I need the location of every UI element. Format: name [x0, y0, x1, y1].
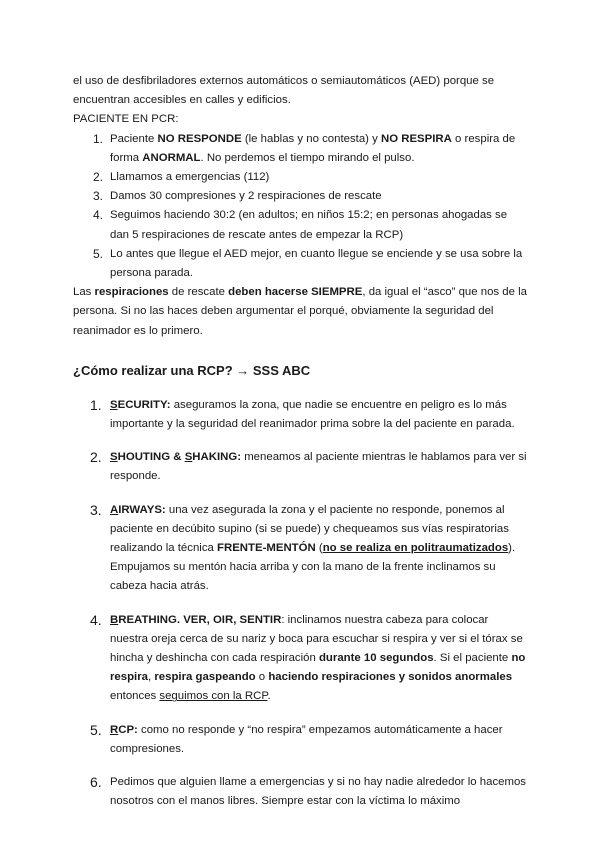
text-run: Llamamos a emergencias (112): [110, 171, 270, 184]
list-item: [73, 187, 528, 206]
list-number: 5.: [90, 721, 102, 738]
text-run: una vez asegurada la zona y el paciente no responde, ponemos al paciente en decúbito supino (si se puede) y chequeamos sus vías respiratorias realizando la técnica: [110, 503, 509, 555]
text-run: ). Empujamos su mentón hacia arriba y con la mano de la frente inclinamos su cabeza hacia atrás.: [110, 542, 516, 593]
text-run: CP:: [118, 723, 138, 736]
list-item: [73, 245, 528, 283]
list-number: 3.: [93, 189, 104, 204]
text-run: , da igual el “asco” que nos de la persona. Si no las haces deben argumentar el porqué, obviamente la seguridad del reanimador es lo primero.: [73, 286, 527, 337]
text-run: .: [267, 690, 271, 703]
underlined-letter: B: [110, 613, 119, 626]
text-run: IRWAYS:: [118, 503, 166, 516]
list-number: 2.: [93, 170, 104, 185]
list-item: [73, 721, 528, 759]
list-number: 1.: [93, 131, 104, 146]
rcp-steps-list: [73, 396, 528, 812]
bold-text: haciendo respiraciones y sonidos anormales: [268, 671, 513, 684]
text-run: aseguramos la zona, que nadie se encuentre en peligro es lo más importante y la seguridad del reanimador prima sobre la del paciente en parada.: [110, 398, 515, 431]
list-number: 6.: [90, 774, 102, 791]
bold-text: respiraciones: [94, 286, 169, 299]
underlined-letter: R: [110, 723, 119, 736]
list-number: 4.: [93, 208, 104, 223]
text-run: . Si el paciente: [433, 652, 512, 665]
step-title: [110, 451, 241, 463]
rescue-breaths-paragraph: [73, 283, 528, 341]
underlined-letter: S: [184, 451, 193, 464]
list-number: 4.: [90, 611, 102, 628]
list-item: [73, 206, 528, 244]
underlined-text: seguimos con la RCP: [159, 690, 268, 703]
text-run: Pedimos que alguien llame a emergencias y si no hay nadie alrededor lo hacemos nosotros con el manos libres. Siempre estar con la víctima lo máximo: [110, 776, 527, 808]
bold-text: NO RESPIRA: [380, 132, 452, 145]
step-title: [110, 504, 166, 516]
list-item: [73, 130, 528, 168]
text-run: Las: [73, 286, 95, 299]
bold-text: no respira: [110, 652, 526, 684]
text-run: entonces: [110, 690, 160, 703]
text-run: (: [315, 542, 323, 555]
text-run: meneamos al paciente mientras le hablamos para ver si responde.: [110, 451, 527, 483]
text-run: de rescate: [168, 286, 229, 299]
bold-text: durante 10 segundos: [318, 652, 434, 665]
section-label: PACIENTE EN PCR:: [73, 113, 179, 126]
bold-text: respira gaspeando: [154, 671, 256, 684]
text-run: ECURITY:: [117, 398, 171, 411]
text-run: HOUTING &: [117, 451, 185, 464]
pcr-steps-list: [73, 130, 528, 284]
text-run: HAKING:: [192, 451, 242, 464]
text-run: : inclinamos nuestra cabeza para colocar nuestra oreja cerca de su nariz y boca para escuchar si respira y ver si el tórax se hincha y deshincha con cada respiración: [110, 613, 523, 665]
document-page: [73, 72, 528, 812]
step-title: [110, 724, 138, 736]
list-item: [73, 168, 528, 187]
list-item: [73, 501, 528, 597]
bold-underlined-text: no se realiza en politraumatizados: [322, 542, 509, 555]
underlined-letter: S: [110, 451, 118, 464]
text-run: Seguimos haciendo 30:2 (en adultos; en niños 15:2; en personas ahogadas se dan 5 respiraciones de rescate antes de empezar la RCP): [110, 209, 508, 241]
bold-text: NO RESPONDE: [157, 132, 242, 145]
list-number: 3.: [90, 501, 102, 518]
text-run: o: [255, 671, 269, 684]
list-item: [73, 448, 528, 486]
text-run: Damos 30 compresiones y 2 respiraciones de rescate: [110, 190, 382, 203]
list-item: [73, 396, 528, 434]
intro-paragraph: el uso de desfibriladores externos automáticos o semiautomáticos (AED) porque se encuentran accesibles en calles y edificios.: [73, 75, 495, 107]
bold-text: ANORMAL: [142, 151, 201, 164]
list-number: 2.: [90, 449, 102, 466]
step-title: [110, 399, 171, 411]
text-run: como no responde y “no respira” empezamos automáticamente a hacer compresiones.: [110, 723, 503, 755]
text-run: REATHING. VER, OIR, SENTIR: [118, 613, 282, 626]
text-run: (le hablas y no contesta) y: [241, 132, 381, 145]
bold-text: FRENTE-MENTÓN: [217, 542, 316, 555]
list-item: [73, 773, 528, 811]
text-run: o respira de forma: [110, 132, 516, 164]
underlined-letter: S: [110, 398, 118, 411]
step-title: [110, 614, 281, 626]
list-number: 5.: [93, 246, 104, 261]
bold-text: deben hacerse SIEMPRE: [228, 286, 363, 299]
text-run: . No perdemos el tiempo mirando el pulso.: [200, 151, 415, 164]
text-run: ,: [148, 671, 155, 684]
section-heading: ¿Cómo realizar una RCP? → SSS ABC: [73, 362, 311, 378]
list-number: 1.: [90, 396, 102, 413]
list-item: [73, 611, 528, 707]
underlined-letter: A: [110, 503, 119, 516]
text-run: Lo antes que llegue el AED mejor, en cuanto llegue se enciende y se usa sobre la persona parada.: [110, 247, 523, 280]
text-run: Paciente: [110, 132, 158, 145]
